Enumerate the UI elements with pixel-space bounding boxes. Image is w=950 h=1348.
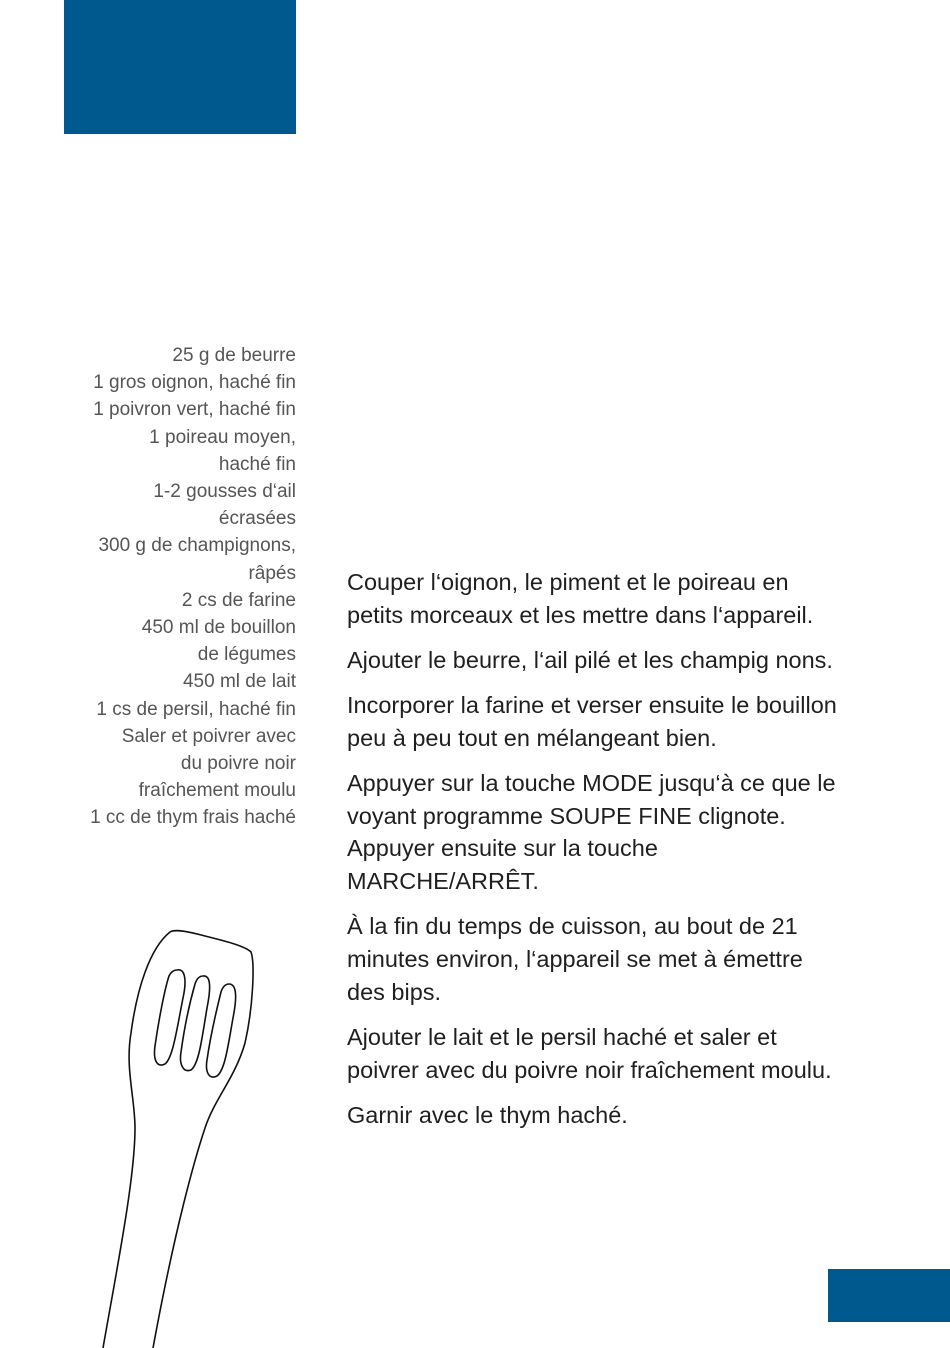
ingredient-line: 1 poireau moyen, <box>149 426 296 448</box>
ingredient-line: 1 cc de thym frais haché <box>90 807 296 829</box>
instruction-step: À la fin du temps de cuisson, au bout de 21 minutes environ, l‘appareil se met à émettre des bips. <box>347 913 803 1005</box>
ingredient-line: 1 gros oignon, haché fin <box>93 372 296 394</box>
instruction-step: Couper l‘oignon, le piment et le poireau en petits morceaux et les mettre dans l‘appareil. <box>347 569 814 628</box>
ingredient-line: écrasées <box>218 508 296 530</box>
ingredient-line: de légumes <box>197 644 296 666</box>
ingredient-line: Saler et poivrer avec <box>121 725 296 747</box>
ingredient-line: 1-2 gousses d‘ail <box>153 481 296 503</box>
ingredient-line: 450 ml de lait <box>182 671 296 693</box>
ingredient-line: fraîchement moulu <box>138 780 296 802</box>
ingredient-line: du poivre noir <box>180 753 296 775</box>
ingredient-line: 1 poivron vert, haché fin <box>93 399 296 421</box>
header-color-block <box>64 0 296 134</box>
ingredient-line: râpés <box>248 562 296 584</box>
ingredient-line: 1 cs de persil, haché fin <box>96 698 296 720</box>
ingredient-line: 450 ml de bouillon <box>141 617 296 639</box>
footer-color-block <box>828 1269 950 1322</box>
spatula-icon <box>95 928 265 1348</box>
instruction-step: Ajouter le lait et le persil haché et saler et poivrer avec du poivre noir fraîchement moulu. <box>347 1023 832 1083</box>
instruction-step: Ajouter le beurre, l‘ail pilé et les champig nons. <box>347 646 833 673</box>
ingredient-line: haché fin <box>218 453 296 475</box>
instruction-step: Incorporer la farine et verser ensuite le bouillon peu à peu tout en mélangeant bien. <box>347 692 837 751</box>
ingredient-list <box>56 342 296 832</box>
ingredient-line: 25 g de beurre <box>172 345 296 366</box>
instructions <box>347 566 847 1144</box>
ingredient-line: 300 g de champignons, <box>98 535 296 557</box>
instruction-step: Garnir avec le thym haché. <box>347 1101 628 1128</box>
ingredient-line: 2 cs de farine <box>181 589 296 611</box>
instruction-step: Appuyer sur la touche MODE jusqu‘à ce que le voyant programme SOUPE FINE clignote. Appuyer ensuite sur la touche MARCHE/ARRÊT. <box>347 770 836 895</box>
